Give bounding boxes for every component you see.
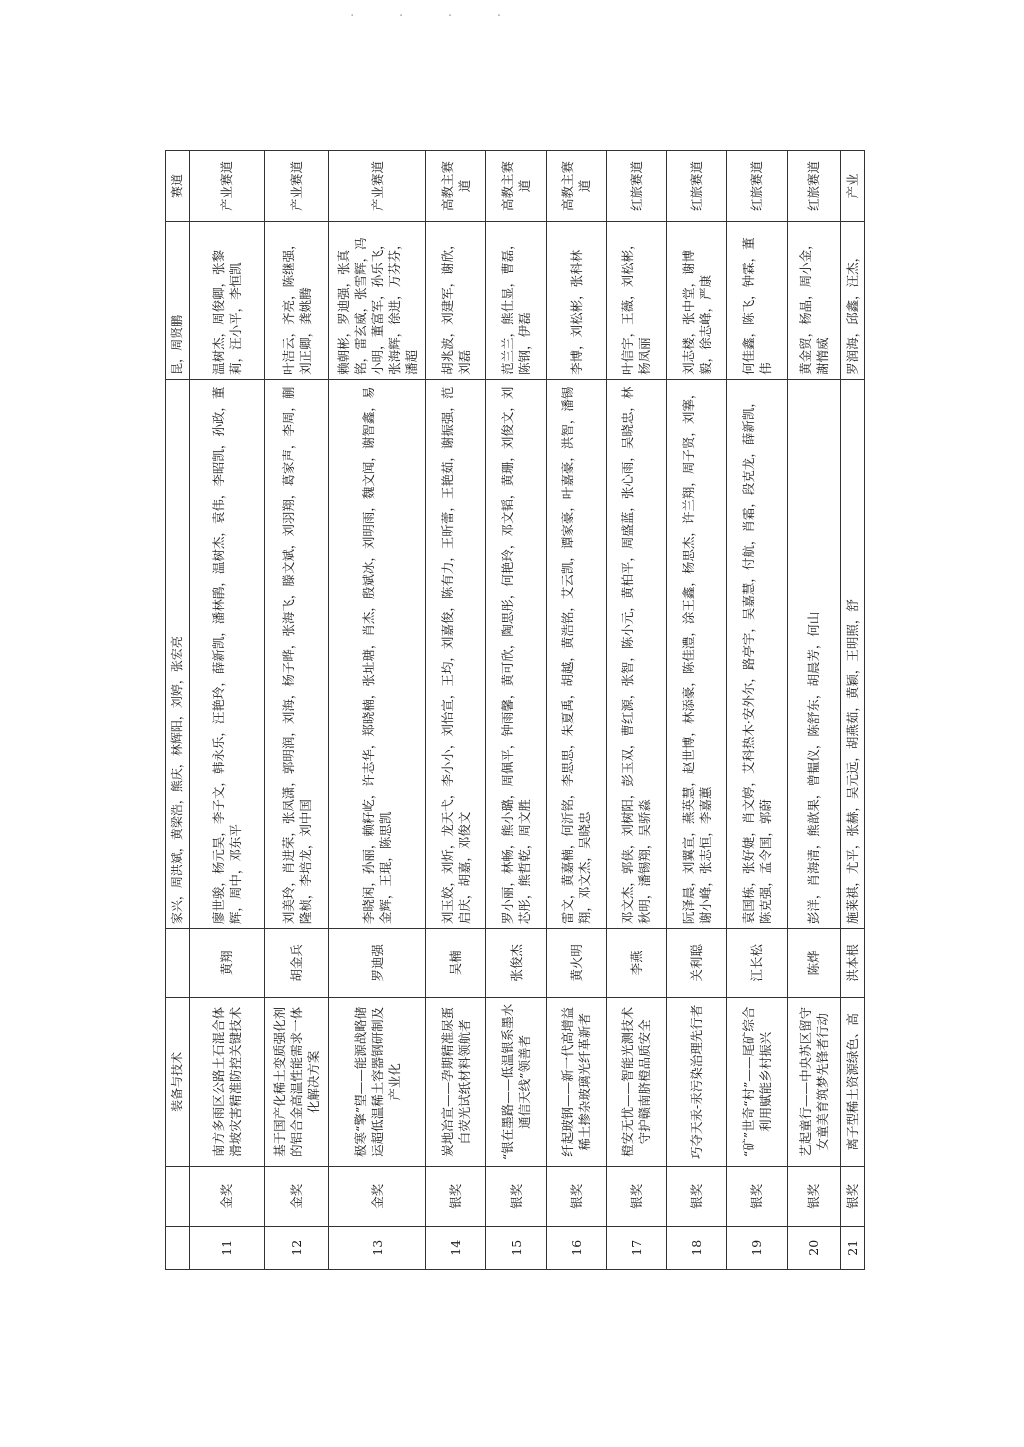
team-leader: 罗迪强: [329, 929, 426, 998]
advisors: 叶洁云，齐亮，陈继强，刘正卿，龚姚腾: [264, 222, 329, 380]
project-title: 离子型稀土资源绿色、高: [841, 997, 865, 1166]
header-continuation-row: [166, 151, 190, 1270]
competition-track: 产业: [841, 151, 865, 222]
team-leader: 洪本根: [841, 929, 865, 998]
advisors: 叶信宇，王薇，刘松彬，杨凤丽: [606, 222, 666, 380]
row-number: 12: [264, 1226, 329, 1269]
title-column-header: 装备与技术: [166, 997, 190, 1166]
advisors: 刘志楼，张中堂，谢博毅，徐志峰，严康: [667, 222, 727, 380]
competition-track: 产业赛道: [264, 151, 329, 222]
award-level: 银奖: [787, 1167, 841, 1226]
rotated-table-sheet: [165, 150, 865, 1270]
table-row: [546, 151, 606, 1270]
award-level: 银奖: [727, 1167, 787, 1226]
advisors: 胡兆波，刘建军，谢欣，刘磊: [426, 222, 486, 380]
project-title: 艺起童行——中央苏区留守女童美育筑梦先锋者行动: [787, 997, 841, 1166]
project-title: “银在墨路——低温银系墨水通信天线”领善者: [486, 997, 546, 1166]
team-leader: 关利聪: [667, 929, 727, 998]
team-leader: 黄翔: [189, 929, 264, 998]
row-number: 19: [727, 1226, 787, 1269]
team-leader: 张俊杰: [486, 929, 546, 998]
row-number: 17: [606, 1226, 666, 1269]
table-row: [189, 151, 264, 1270]
advisors: 李博，刘松彬，张科林: [546, 222, 606, 380]
table-row: [486, 151, 546, 1270]
row-number: 11: [189, 1226, 264, 1269]
award-level: 金奖: [189, 1167, 264, 1226]
project-title: 炭地冶宣——孕期精准尿蛋白荧光试纸材料领航者: [426, 997, 486, 1166]
track-column-header: 赛道: [166, 151, 190, 222]
project-title: 橙安无忧——智能光测技术守护赣南脐橙品质安全: [606, 997, 666, 1166]
competition-track: 高教主赛道: [486, 151, 546, 222]
advisors: 何佳鑫，陈飞，钟霖，董伟: [727, 222, 787, 380]
team-members: 邓文杰，郭侠，刘树阳，彭玉双，曹红源，张智，陈小元，黄柏平，周盛蓝，张心雨，吴晓忠，林秋明，潘锡翔，吴骄淼: [606, 379, 666, 928]
row-number: 21: [841, 1226, 865, 1269]
team-members: 刘玉姣，刘炘，龙天弋，李小小，刘怡宣，王均，刘嘉俊，陈有力，王昕蕾，王艳茹，谢振强，范启庆，胡嘉，邓俊文: [426, 379, 486, 928]
award-level: 银奖: [426, 1167, 486, 1226]
competition-track: 红旅赛道: [606, 151, 666, 222]
advisors: 罗润海，邱鑫，汪杰，: [841, 222, 865, 380]
competition-track: 高教主赛道: [426, 151, 486, 222]
award-level: 银奖: [546, 1167, 606, 1226]
members-continuation-text: 家兴，周洪斌，黄梁浩，熊庆，林辉阳，刘婷，张宏亮: [166, 379, 190, 928]
team-members: 袁国栋，张好婕，肖文婷，艾科热木·安外尔，路亭宇，吴嘉慧，付航，肖霜，段克龙，薛新凯，陈克强，孟令国，郭蔚: [727, 379, 787, 928]
row-number: 20: [787, 1226, 841, 1269]
project-title: “矿”世奇“村”——尾矿综合利用赋能乡村振兴: [727, 997, 787, 1166]
award-level: 金奖: [329, 1167, 426, 1226]
award-level: 银奖: [841, 1167, 865, 1226]
project-title: 纤起玻钢——新一代高增益稀土掺杂玻璃光纤革新者: [546, 997, 606, 1166]
team-members: 阮泽晨，刘翼宣，燕英慧，赵世博，林添豪，陈佳澧，涂王鑫，杨思杰，许兰翔，周子贤，刘搴，谢小峰，张志恒，李嘉蕙: [667, 379, 727, 928]
project-title: 极寒“擎”望——能源战略储运超低温稀土容器钢研制及产业化: [329, 997, 426, 1166]
row-number: 18: [667, 1226, 727, 1269]
award-level: 银奖: [486, 1167, 546, 1226]
award-level: 银奖: [667, 1167, 727, 1226]
competition-track: 红旅赛道: [727, 151, 787, 222]
team-members: 刘美玲，肖进荣，张凤潇，郭明润，刘海，杨子晔，张海飞，滕文斌，刘羽翔，葛家声，李周，蒯隆桢，李培龙，刘中国: [264, 379, 329, 928]
team-members: 施莱祺，尤平，张赫，吴元远，胡燕茹，黄颖，王明照，舒: [841, 379, 865, 928]
project-title: 南方多雨区公路土石混合体滑坡灾害精准防控关键技术: [189, 997, 264, 1166]
row-number: 16: [546, 1226, 606, 1269]
project-title: 巧夺天汞-汞污染治理先行者: [667, 997, 727, 1166]
team-members: 李晓闲，孙丽，赖籽屹，许志华，郑晓楠，张址瑭，肖杰，殷斌冰，刘明雨，魏文闻，谢智鑫，易金辉，王琨，陈思凯: [329, 379, 426, 928]
row-number: 13: [329, 1226, 426, 1269]
competition-track: 红旅赛道: [667, 151, 727, 222]
table-row: [264, 151, 329, 1270]
team-leader: 吴楠: [426, 929, 486, 998]
award-level: 银奖: [606, 1167, 666, 1226]
award-table: [165, 150, 865, 1270]
table-row: [667, 151, 727, 1270]
red-stamp-mark: · · · ·: [350, 8, 522, 24]
team-leader: 胡金兵: [264, 929, 329, 998]
team-members: 罗小丽，林畅，熊小璐，周佩平，钟雨馨，黄可欣，陶思彤，何艳玲，邓文韬，黄珊，刘俊文，刘芯彤，熊哲乾，周文胜: [486, 379, 546, 928]
table-row: [426, 151, 486, 1270]
advisors: 赖朝彬，罗迪强，张真铭，雷玄威，张雪辉，冯小明，董富军，孙乐飞，张海辉，徐进，万芬芬，潘超: [329, 222, 426, 380]
table-row: [727, 151, 787, 1270]
team-leader: 李燕: [606, 929, 666, 998]
table-row: [841, 151, 865, 1270]
team-leader: 江长松: [727, 929, 787, 998]
competition-track: 高教主赛道: [546, 151, 606, 222]
project-title: 基于国产化稀土变质强化剂的铝合金高温性能需求一体化解决方案: [264, 997, 329, 1166]
team-leader: 陈烨: [787, 929, 841, 998]
experts-continuation-text: 昆，周贤鹏: [166, 222, 190, 380]
row-number: 15: [486, 1226, 546, 1269]
table-row: [606, 151, 666, 1270]
competition-track: 产业赛道: [329, 151, 426, 222]
competition-track: 产业赛道: [189, 151, 264, 222]
table-row: [787, 151, 841, 1270]
advisors: 黄金贸，杨晶，周小金，謝惰威: [787, 222, 841, 380]
table-row: [329, 151, 426, 1270]
team-members: 彭洋，肖海清，熊歆果，曾韫仪，陈舒东，胡晨芳，何山: [787, 379, 841, 928]
row-number: 14: [426, 1226, 486, 1269]
team-leader: 黄火明: [546, 929, 606, 998]
team-members: 廖世骏，杨元昊，李子文，韩永乐，汪艳玲，薛新凯，潘林鹃，温树杰，袁伟，李昭凯，孙政，董辉，周中，邓东平: [189, 379, 264, 928]
advisors: 温树杰，周俊卿，张黎莉，汪小平，李恒凯: [189, 222, 264, 380]
competition-track: 红旅赛道: [787, 151, 841, 222]
team-members: 雷文，黄嘉楠，何沂铭，李思思，朱夏禹，胡越，黄浩铭，艾云凯，谭家豪，叶嘉豪，洪智，潘锡翔，邓文杰，吴晓忠: [546, 379, 606, 928]
award-level: 金奖: [264, 1167, 329, 1226]
advisors: 范兰兰，熊仕显，曹磊，陈钢，伊磊: [486, 222, 546, 380]
